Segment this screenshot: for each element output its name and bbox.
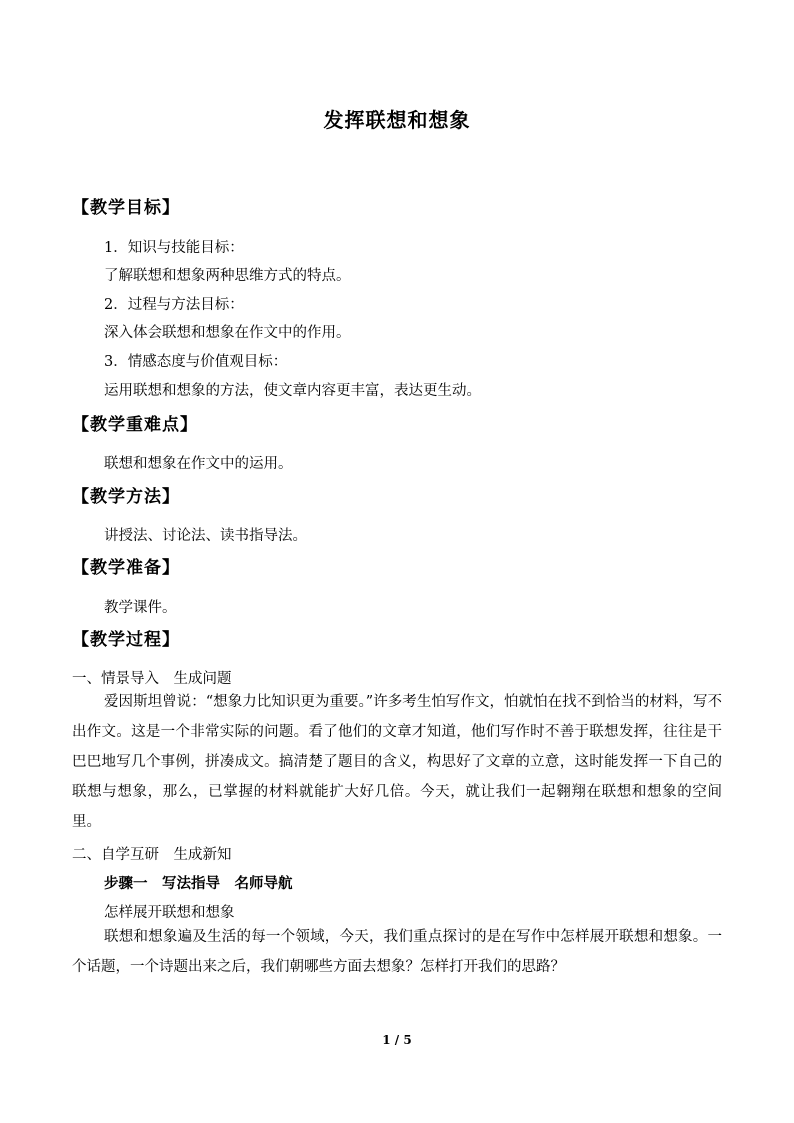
- process-part1-title: 一、情景导入 生成问题: [72, 671, 232, 687]
- methods-text: 讲授法、讨论法、读书指导法。: [104, 528, 307, 544]
- key-points-text: 联想和想象在作文中的运用。: [104, 456, 293, 472]
- preparation-text: 教学课件。: [104, 600, 177, 616]
- page-number: 1 / 5: [382, 1033, 412, 1047]
- heading-key-points: 【教学重难点】: [72, 415, 198, 435]
- heading-objectives: 【教学目标】: [72, 198, 180, 218]
- objective-line-6: 运用联想和想象的方法，使文章内容更丰富，表达更生动。: [104, 383, 481, 399]
- step1-paragraph: 联想和想象遍及生活的每一个领域，今天，我们重点探讨的是在写作中怎样展开联想和想象。一个话题，一个诗题出来之后，我们朝哪些方面去想象？怎样打开我们的思路？: [72, 929, 722, 975]
- step1-subtitle: 怎样展开联想和想象: [104, 905, 235, 921]
- objective-line-5: 3．情感态度与价值观目标：: [104, 354, 288, 370]
- objective-line-4: 深入体会联想和想象在作文中的作用。: [104, 325, 351, 341]
- objective-line-1: 1．知识与技能目标：: [104, 240, 244, 256]
- heading-preparation: 【教学准备】: [72, 558, 180, 578]
- document-title: 发挥联想和想象: [323, 108, 471, 132]
- process-part1-paragraph: 爱因斯坦曾说：“想象力比知识更为重要。”许多考生怕写作文，怕就怕在找不到恰当的材料，写不出作文。这是一个非常实际的问题。看了他们的文章才知道，他们写作时不善于联想发挥，往往是干巴巴地写几个事例，拼凑成文。搞清楚了题目的含义，构思好了文章的立意，这时能发挥一下自己的联想与想象，那么，已掌握的材料就能扩大好几倍。今天，就让我们一起翱翔在联想和想象的空间里。: [72, 694, 722, 830]
- objective-line-3: 2．过程与方法目标：: [104, 297, 244, 313]
- heading-process: 【教学过程】: [72, 630, 180, 650]
- process-part2-title: 二、自学互研 生成新知: [72, 847, 232, 863]
- objective-line-2: 了解联想和想象两种思维方式的特点。: [104, 268, 351, 284]
- heading-methods: 【教学方法】: [72, 487, 180, 507]
- step1-title: 步骤一 写法指导 名师导航: [104, 875, 293, 892]
